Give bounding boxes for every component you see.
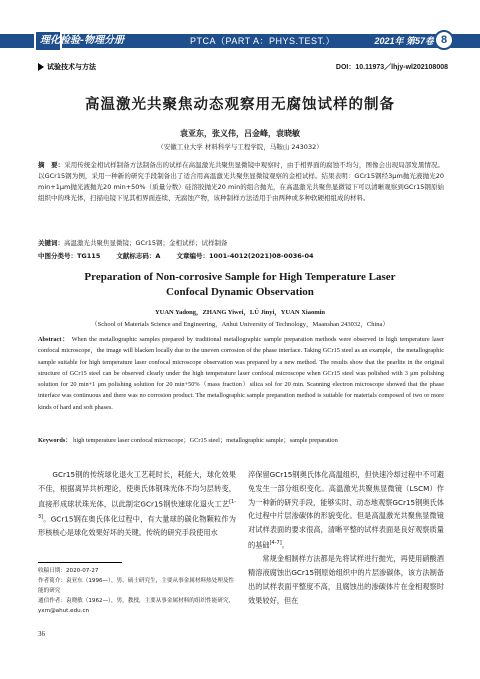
volume-info: 2021年 第57卷 — [374, 36, 434, 46]
en-title-line-1: Preparation of Non-corrosive Sample for High Temperature Laser — [84, 271, 396, 283]
cn-abstract-label: 摘 要： — [38, 161, 65, 169]
footnote-author: 作者简介：袁亚东（1996—），男，硕士研究生，主要从事金属材料热处理及性能的研究 — [38, 578, 235, 594]
body-paragraph — [248, 468, 444, 552]
en-keywords-text: high temperature laser confocal microscope；GCr15 steel；metallographic sample；sample preparation — [73, 437, 338, 444]
cn-keywords — [38, 238, 444, 247]
cn-title: 高温激光共聚焦动态观察用无腐蚀试样的制备 — [85, 97, 395, 113]
en-abstract-label: Abstract： — [38, 336, 70, 343]
clc-number: 中图分类号：TG115 — [38, 252, 101, 260]
page-number: 36 — [38, 630, 45, 638]
cn-keywords-text: 高温激光共聚焦显微镜；GCr15钢；金相试样；试样制备 — [64, 239, 228, 247]
body-left-column — [38, 468, 236, 540]
citation: [4-7] — [269, 539, 282, 546]
en-keywords-label: Keywords： — [38, 437, 72, 444]
cn-abstract — [38, 160, 444, 204]
journal-logo-text: 理化检验-物理分册 — [40, 35, 125, 46]
body-text: GCr15钢的传统球化退火工艺耗时长，耗能大，球化效果不佳，根据离异共析理论，使奥氏体钢珠光体不均匀层转变，直接形成球状珠光体，以此制定GCr15钢快速球化退火工艺 — [38, 470, 236, 508]
cn-abstract-text: 采用传统金相试样制备方法制备出的试样在高温激光共聚焦显微镜中观察时，由于相界面的腐蚀不均匀，图像会出现局部发黑情况。以GCr15钢为例，采用一种新的研究手段制备出了适合用高温激光共聚焦显微镜观察的金相试样。结果表明：GCr15钢经3μm抛光液抛光20 min+1μm抛光液抛光20 min+50%（质量分数）硅溶胶抛光20 min的组合抛光，在高温激光共聚焦显微镜下可以清晰观察到GCr15钢原始组织中的珠光体，扫描电镜下见其相界面连续、无腐蚀产物，该种制样方法适用于由两种或多种软硬相组成的材料。 — [38, 161, 445, 202]
footnote-rule — [38, 562, 122, 563]
issue-badge: 8 — [434, 30, 454, 50]
body-paragraph — [38, 468, 236, 540]
body-text: 。 — [281, 540, 289, 550]
en-abstract-text: When the metallographic samples prepared by traditional metallographic sample preparation methods were observed in high temperature laser confocal microscope，the image will blacken locally due to the uneven corrosion of the phase interface. Taking GCr15 steel as an example，the metallographic sample suitable for high temperature laser confocal microscope observation was prepared by a new method. The results show that the pearlite in the original structure of GCr15 steel can be observed clearly under the high temperature laser confocal microscope when GCr15 steel was polished with 3 μm polishing solution for 20 min+1 μm polishing solution for 20 min+50%（mass fraction）silica sol for 20 min. Scanning electron microscope showed that the phase interface was continuous and there was no corrosion product. The metallographic sample preparation method is suitable for materials composed of two or more kinds of hard and soft phases. — [38, 336, 444, 411]
doi: DOI：10.11973／lhjy-wl202108008 — [335, 64, 448, 71]
footnote-received: 收稿日期：2020-07-27 — [38, 568, 99, 574]
en-title — [0, 270, 480, 300]
cn-keywords-label: 关键词： — [38, 239, 64, 247]
article-number: 文章编号：1001-4012(2021)08-0036-04 — [176, 252, 314, 260]
en-keywords — [38, 435, 444, 446]
en-title-line-2: Confocal Dynamic Observation — [166, 286, 314, 298]
body-paragraph: 常规金相制样方法都是先将试样进行抛光，再使用硝酸酒精溶液腐蚀出GCr15钢原始组织中的片层渗碳体，该方法制备出的试样表面平整度不高，且腐蚀出的渗碳体片在金相观察时效果较好，但在 — [248, 554, 444, 605]
arrow-icon — [38, 63, 44, 71]
cn-affiliation: （安徽工业大学 材料科学与工程学院，马鞍山 243032） — [157, 143, 323, 151]
journal-banner — [0, 30, 480, 52]
cn-authors: 袁亚东，张义伟，吕金峰，袁晓敏 — [180, 129, 300, 138]
section-category — [38, 62, 96, 72]
journal-name: PTCA（PART A：PHYS.TEST.） — [190, 36, 336, 46]
body-right-column — [248, 468, 444, 607]
en-abstract — [38, 334, 444, 413]
en-authors: YUAN Yadong，ZHANG Yiwei，LÜ Jinyi，YUAN Xiaomin — [154, 309, 326, 316]
section-category-label: 试验技术与方法 — [47, 63, 96, 71]
footnotes — [38, 566, 236, 616]
body-text: 。GCr15钢在奥氏体化过程中，有大量球的碳化物颗粒作为形核核心是球化效果好坏的关键。传统的研究手段使用水 — [38, 514, 236, 537]
citation: [1-3] — [38, 498, 236, 520]
classification-row — [38, 251, 444, 260]
document-code: 文献标志码：A — [116, 252, 161, 260]
body-text: 淬保留GCr15钢奥氏体化高温组织，但快速冷却过程中不可避免发生一部分组织变化。高温激光共聚焦显微镜（LSCM）作为一种新的研究手段，能够实时、动态地观察GCr15钢奥氏体化过程中片层渗碳体的形貌变化。但是高温激光共聚焦显微镜对试样表面的要求很高，清晰平整的试样表面是良好观察质量的基础 — [248, 470, 444, 550]
en-affiliation: （School of Materials Science and Engineering，Anhui University of Technology，Maanshan 243032，China） — [91, 321, 389, 328]
footnote-corresponding: 通信作者：袁晓敏（1962—），男，教授，主要从事金属材料的组织性能研究，yxm@ahut.edu.cn — [38, 598, 235, 614]
